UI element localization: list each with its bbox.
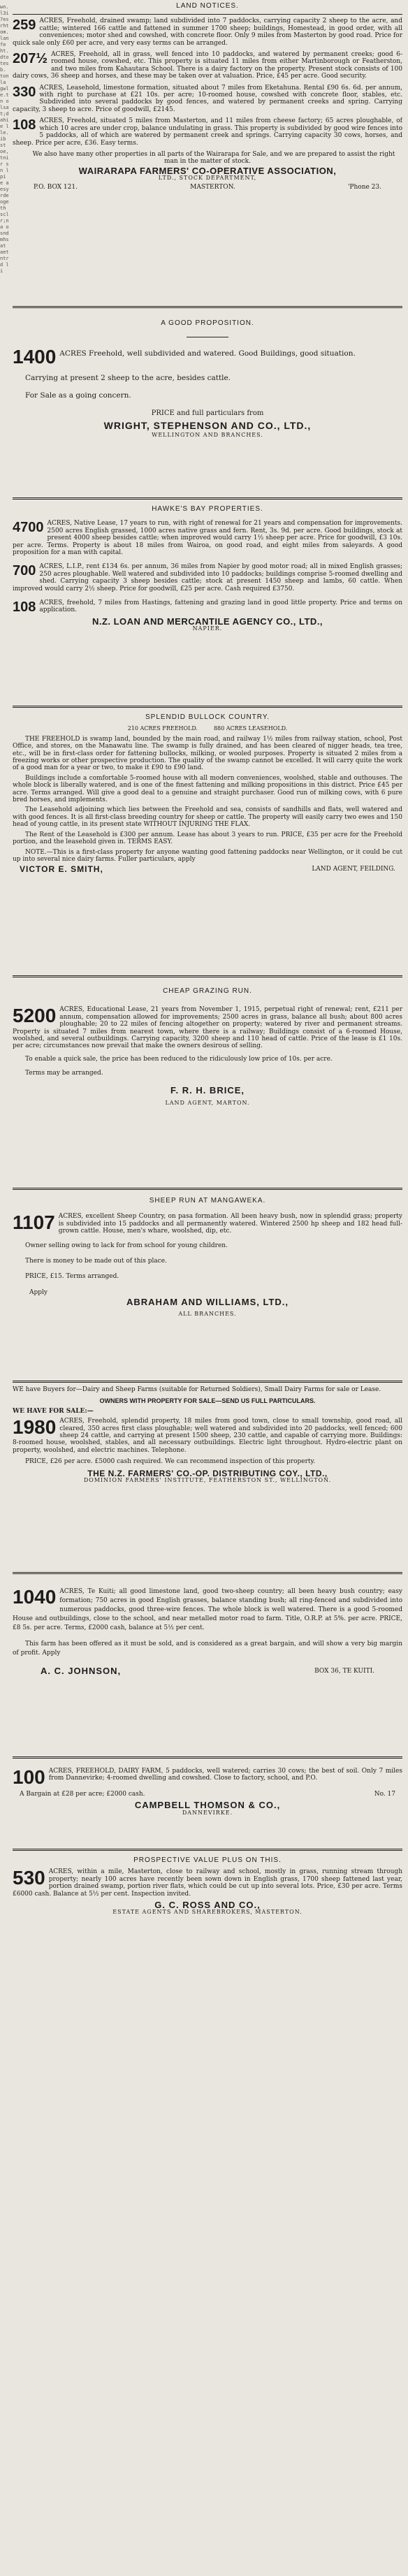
section-divider — [13, 1849, 402, 1851]
paragraph: The Rent of the Leasehold is £300 per annum. Lease has about 3 years to run. PRICE, £35 per acre for the Freehold portion, and the leasehold given in. TERMS EASY. — [13, 831, 402, 846]
acreage-figure: 530 — [13, 1868, 45, 1889]
paragraph: To enable a quick sale, the price has been reduced to the ridiculously low price of 10s. per acre. — [25, 1055, 333, 1063]
listing — [13, 17, 402, 47]
listing — [13, 1006, 402, 1049]
section-heading: SPLENDID BULLOCK COUNTRY. — [145, 713, 270, 721]
acreage-figure: 207½ — [13, 51, 48, 67]
listing — [13, 1213, 402, 1235]
acreage-figure: 259 — [13, 17, 36, 34]
mangaweka-section — [13, 1193, 402, 1376]
for-sale-label: WE HAVE FOR SALE:— — [13, 1407, 94, 1415]
listing — [13, 117, 402, 147]
prospective-value-section — [13, 1854, 402, 1966]
listing — [13, 599, 402, 614]
acreage-figure: 1980 — [13, 1418, 57, 1439]
divider — [13, 14, 402, 15]
section-divider — [13, 1381, 402, 1383]
intro-text: WE have Buyers for—Dairy and Sheep Farms (suitable for Returned Soldiers), Small Dairy Farms for sale or Lease. — [13, 1386, 381, 1393]
acreage-figure: 1040 — [13, 1587, 57, 1608]
section-subheading: 210 ACRES FREEHOLD. 880 ACRES LEASEHOLD. — [127, 725, 288, 732]
acreage-figure: 5200 — [13, 1006, 57, 1027]
section-divider — [13, 497, 402, 500]
agent-row — [13, 866, 402, 873]
section-heading: HAWKE'S BAY PROPERTIES. — [152, 505, 263, 513]
paragraph: There is money to be made out of this place. — [25, 1258, 167, 1265]
agent-name: F. R. H. BRICE, — [170, 1084, 245, 1096]
agent-role: LAND AGENT, FEILDING. — [312, 866, 395, 873]
acreage-figure: 100 — [13, 1768, 45, 1787]
te-kuiti-section — [13, 1578, 402, 1752]
listing — [13, 51, 402, 80]
price-line: A Bargain at £28 per acre; £2000 cash. — [20, 1791, 145, 1798]
section-divider — [13, 306, 402, 308]
listing-text: ACRES, Freehold, situated 5 miles from Masterton, and 11 miles from cheese factory; 65 acres ploughable, of which 10 acres are under crop, balance undulating in grass. This property is subdivided by good wire fences into 5 paddocks, all of which are watered by permanent creek and springs. Carrying capacity 30 cows, horses, and sheep. Price per acre, £36. Easy terms. — [13, 117, 402, 147]
company-town: DANNEVIRKE. — [182, 1809, 233, 1816]
company-subtitle: ESTATE AGENTS AND SHAREBROKERS, MASTERTON. — [112, 1909, 303, 1916]
acreage-figure: 108 — [13, 599, 36, 615]
listing-number: No. 17 — [374, 1791, 395, 1798]
agent-name: VICTOR E. SMITH, — [20, 864, 103, 875]
section-heading: A GOOD PROPOSITION. — [161, 319, 254, 327]
listing — [13, 1868, 402, 1898]
acreage-figure: 1107 — [13, 1213, 55, 1234]
section-divider — [13, 1756, 402, 1759]
price-line: PRICE, £26 per acre. £5000 cash required. We can recommend inspection of this property. — [25, 1458, 316, 1466]
land-notices-section — [13, 0, 402, 300]
company-subtitle: LTD., STOCK DEPARTMENT, — [158, 175, 257, 182]
hawkes-bay-section — [13, 503, 402, 702]
listing-text: ACRES, Freehold, all in grass, well fenced into 10 paddocks, and watered by permanent creeks; good 6-roomed house, cowshed, etc. This property is situated 11 miles from either Martinborough or Featherston, and two miles from Kahautara School. There is a dairy factory on the property. Present stock consists of 100 dairy cows, 36 sheep and horses, and these may be taken over at valuation. Price, £45 per acre. Good security. — [13, 51, 402, 80]
paragraph: The Leasehold adjoining which lies between the Freehold and sea, consists of sandhills and flats, well watered and with good fences. It is all first-class breeding country for sheep or cattle. The property will easily carry two ewes and 150 head of young cattle, in its present state WITHOUT INJURING THE FLAX. — [13, 806, 402, 829]
acreage-figure: 700 — [13, 563, 36, 579]
po-box: P.O. BOX 121. — [34, 183, 78, 191]
acreage-figure: 108 — [13, 117, 36, 133]
section-divider — [13, 975, 402, 977]
listing — [13, 1418, 402, 1454]
company-name: CAMPBELL THOMSON & CO., — [134, 1800, 281, 1811]
listing — [13, 85, 402, 114]
agent-name: A. C. JOHNSON, — [41, 1666, 122, 1676]
company-name: THE N.Z. FARMERS' CO.-OP. DISTRIBUTING COY., LTD., — [87, 1468, 328, 1478]
company-name: ABRAHAM AND WILLIAMS, LTD., — [126, 1297, 289, 1308]
listing-text: ACRES, L.I.P., rent £134 6s. per annum, 36 miles from Napier by good motor road; all in mixed English grasses; 250 acres ploughable. Well watered and subdivided into 10 paddocks; buildings comprise 5-roomed dwelling and shed. Carrying capacity 3 sheep besides cattle; stock at present 1450 sheep and lambs, 60 cattle. When improved would carry 2½ sheep. Price for goodwill, £25 per acre. Cash required £3750. — [13, 563, 402, 592]
company-name: G. C. ROSS AND CO., — [154, 1900, 261, 1911]
paragraph: Buildings include a comfortable 5-roomed house with all modern conveniences, woolshed, stable and outhouses. The whole block is liberally watered, and is one of the finest fattening and milking propositions in this district. Price £45 per acre. Terms arranged. Will give a good deal to a genuine and straight purchaser. Good run of milking cows, with 6 pure bred horses, and implements. — [13, 774, 402, 804]
listing-text: ACRES, Native Lease, 17 years to run, with right of renewal for 21 years and compensation for improvements. 2500 acres English grassed, 1000 acres native grass and fern. Rent, 3s. 9d. per acre. Good buildings, stock at present 4000 sheep besides cattle; when improved would carry 1½ sheep per acre. Price for goodwill, £3 10s. per acre. Terms. Property is about 18 miles from Wairoa, on good road, and eight miles from saleyards. A good proposition for a man with capital. — [13, 520, 402, 557]
section-heading: PROSPECTIVE VALUE PLUS ON THIS. — [133, 1856, 282, 1864]
company-address: DOMINION FARMERS' INSTITUTE, FEATHERSTON ST., WELLINGTON. — [83, 1477, 332, 1484]
apply-label: Apply — [29, 1288, 48, 1296]
sale-note: For Sale as a going concern. — [25, 391, 131, 400]
paragraph: This farm has been offered as it must be sold, and is considered as a great bargain, and will show a very big margin of profit. Apply — [13, 1640, 402, 1657]
section-divider — [13, 1188, 402, 1190]
notice-footer: We also have many other properties in all parts of the Wairarapa for Sale, and we are prepared to assist the right man in the matter of stock. — [32, 150, 395, 166]
terms-note: Terms may be arranged. — [25, 1070, 103, 1077]
bullock-country-section — [13, 711, 402, 971]
owners-notice: OWNERS WITH PROPERTY FOR SALE—SEND US FULL PARTICULARS. — [99, 1397, 316, 1405]
price-row — [13, 1791, 402, 1798]
acreage-figure: 1400 — [13, 347, 57, 367]
listing-text: ACRES, Leasehold, limestone formation, situated about 7 miles from Eketahuna. Rental £90 6s. 6d. per annum, with right to purchase at £21 10s. per acre; 10-roomed house, cowshed with concrete floor, stables, etc. Subdivided into several paddocks by good fences, and watered by permanent creeks and spring. Carrying capacity, 3 sheep to acre. Price of goodwill, £2145. — [13, 84, 402, 113]
section-heading: LAND NOTICES. — [176, 2, 239, 10]
listing-text: ACRES, Freehold, splendid property, 18 miles from good town, close to small township, good road, all cleared, 350 acres first class ploughable; well watered and subdivided into 20 paddocks, well fenced; 600 sheep 24 cattle, and carrying at present 1500 sheep, 230 cattle, and capable of carrying more. Buildings: 8-roomed house, woolshed, stables, and all necessary outbuildings. Electric light throughout. Hydro-electric plant on property, woolshed, and electric machines. Telephone. — [13, 1418, 402, 1454]
section-heading: CHEAP GRAZING RUN. — [163, 987, 252, 995]
paragraph: THE FREEHOLD is swamp land, bounded by the main road, and railway 1½ miles from railway station, school, Post Office, and stores, on the Manawatu line. The swamp is fully drained, and has been cleared of nigger heads, tea tree, etc., will be in first-class order for fattening bullocks, milking, or wooled purposes. Property is situated 2 miles from a freezing works or other prospective production. The quality of the swamp cannot be excelled. It will carry quite the work of a good man for a year or two, to make it £90 to £90 land. — [13, 735, 402, 772]
company-name: N.Z. LOAN AND MERCANTILE AGENCY CO., LTD., — [92, 616, 323, 627]
agent-role: LAND AGENT, MARTON. — [165, 1100, 250, 1107]
agent-box: BOX 36, TE KUITI. — [314, 1668, 374, 1675]
listing-text: ACRES, FREEHOLD, DAIRY FARM, 5 paddocks, well watered; carries 30 cows; the best of soil. Only 7 miles from Dannevirke; 4-roomed dwelling and cowshed. Close to factory, school, and P.O. — [48, 1768, 402, 1782]
section-divider — [13, 706, 402, 708]
listing — [13, 520, 402, 556]
paragraph: Owner selling owing to lack for from school for young children. — [25, 1242, 228, 1249]
company-branches: ALL BRANCHES. — [178, 1310, 237, 1317]
agent-row — [13, 1668, 402, 1675]
paragraph: NOTE.—This is a first-class property for anyone wanting good fattening paddocks near Wellington, or it could be cut up into several nice dairy farms. Fuller particulars, apply — [13, 848, 402, 863]
listing — [13, 347, 402, 366]
section-heading: SHEEP RUN AT MANGAWEKA. — [149, 1197, 266, 1205]
listing — [13, 1587, 402, 1633]
acreage-figure: 330 — [13, 84, 36, 100]
company-name: WAIRARAPA FARMERS' CO-OPERATIVE ASSOCIATION, — [78, 165, 337, 176]
listing-text: ACRES, excellent Sheep Country, on pasa formation. All been heavy bush, now in splendid grass; property is subdivided into 15 paddocks and all permanently watered. Wintered 2500 hp sheep and 182 head full-grown cattle. House, men's whare, woolshed, dip, etc. — [58, 1213, 402, 1235]
company-branches: WELLINGTON AND BRANCHES. — [152, 432, 263, 439]
price-line: PRICE, £15. Terms arranged. — [25, 1273, 119, 1281]
section-divider — [13, 1572, 402, 1574]
listing — [13, 563, 402, 592]
listing-text: ACRES, within a mile, Masterton, close to railway and school, mostly in grass, running stream through property; nearly 100 acres have recently been sown down in English grass, 1700 sheep fattened last year, portion drained swamp, portion river flats, which could be cut up into several lots. Price, £30 per acre. Terms £6000 cash. Balance at 5½ per cent. Inspection invited. — [13, 1868, 402, 1898]
good-proposition-section — [13, 312, 402, 493]
dairy-farm-section — [13, 1762, 402, 1844]
listing-text: ACRES Freehold, well subdivided and watered. Good Buildings, good situation. — [59, 349, 356, 358]
phone: 'Phone 23. — [347, 183, 381, 191]
company-town: NAPIER. — [192, 625, 223, 632]
listing-text: ACRES, Te Kuiti; all good limestone land, good two-sheep country; all been heavy bush country; easy formation; 750 acres in good English grasses, balance standing bush; all ring-fenced and subdivided into numerous paddocks, good three-wire fences. The whole block is well watered. There is a good 5-roomed House and outbuildings, close to the school, and near metalled motor road to farm. Title, O.R.P. at 5%. per acre. PRICE, £8 5s. per acre. Terms, £2000 cash, balance at 5½ per cent. — [13, 1588, 402, 1631]
carrying-note: Carrying at present 2 sheep to the acre, besides cattle. — [25, 374, 231, 383]
contact-row — [13, 184, 402, 191]
company-name: WRIGHT, STEPHENSON AND CO., LTD., — [103, 419, 312, 431]
listing-text: ACRES, Educational Lease, 21 years from November 1, 1915, perpetual right of renewal; rent, £211 per annum, compensation allowed for improvements; 2500 acres in grass, balance all bush; about 800 acres ploughable; 20 to 22 miles of fencing altogether on property; watered by river and permanent streams. Property is situated 7 miles from nearest town, where there is a railway; Buildings consist of a 6-roomed House, woolshed, and several outbuildings. Carrying capacity, 3200 sheep and 110 head of cattle. Price of the lease is £1 10s. per acre; circumstances now prevail that make the owners desirous of selling. — [13, 1006, 402, 1050]
listing-text: ACRES, freehold, 7 miles from Hastings, fattening and grazing land in good little property. Price and terms on application. — [39, 599, 402, 614]
acreage-figure: 4700 — [13, 520, 44, 536]
listing-text: ACRES, Freehold, drained swamp; land subdivided into 7 paddocks, carrying capacity 2 sheep to the acre, and cattle; wintered 166 cattle and fattened in summer 1700 sheep; buildings, Homestead, in good order, with all conveniences; motor shed and cowshed, with concrete floor. Only 9 miles from Masterton by good road. Price for quick sale only £60 per acre, and very easy terms can be arranged. — [13, 17, 402, 47]
town: MASTERTON. — [190, 183, 235, 191]
cheap-grazing-section — [13, 981, 402, 1184]
farmers-coop-section — [13, 1386, 402, 1568]
price-line: PRICE and full particulars from — [151, 409, 264, 418]
listing — [13, 1768, 402, 1787]
adjacent-column-edge: wn.l3i7esrhtom.lanfe ht.dtotesb. tonla gwle.tn olsat;d ahie l le.ib st oe,tnir sn lpi e aesyrde ogeth sclr;na osnd mhsat aetntrd li — [0, 4, 9, 274]
